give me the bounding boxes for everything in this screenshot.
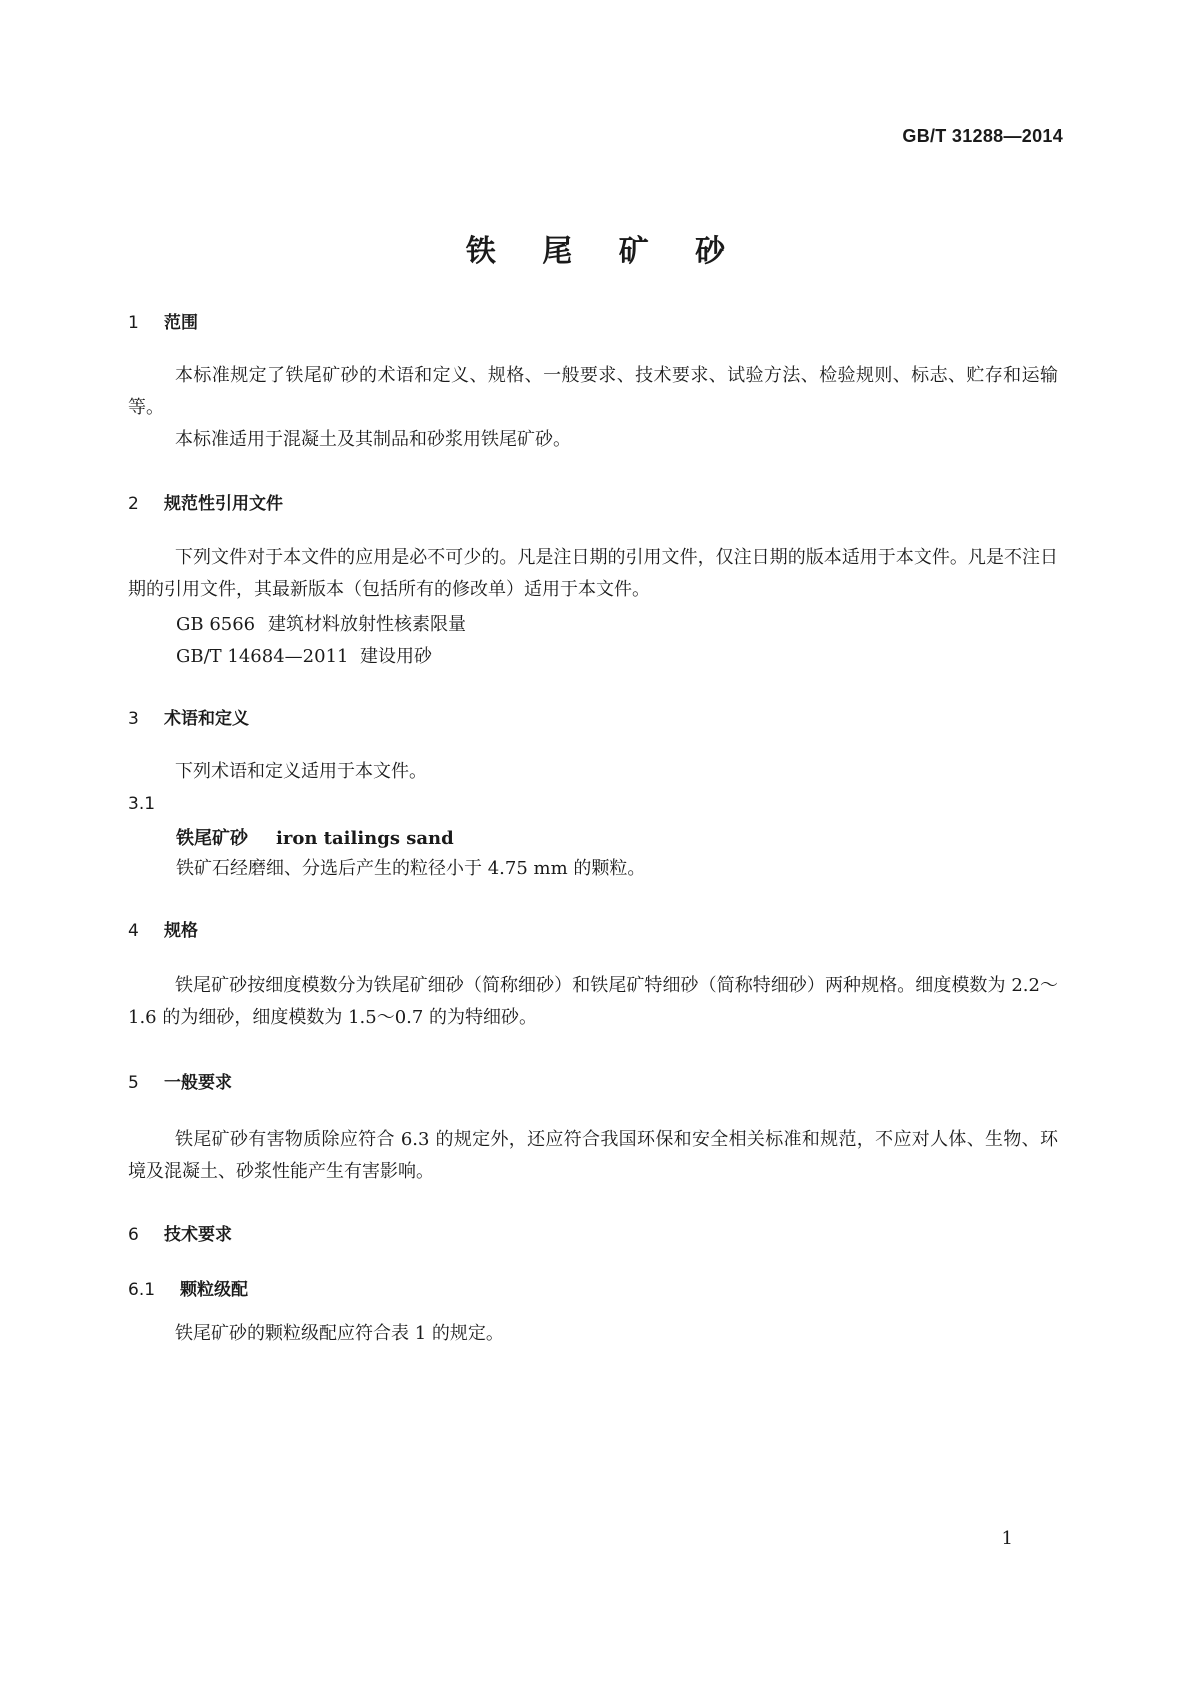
reference-item: [176, 610, 466, 636]
reference-item: [176, 642, 432, 668]
subsection-number: 6.1: [128, 1280, 156, 1300]
section-title: 规范性引用文件: [164, 494, 283, 514]
term-entry: [176, 824, 454, 850]
subsection-title: 颗粒级配: [180, 1280, 248, 1300]
section-heading-2: [128, 489, 283, 514]
document-title: 铁 尾 矿 砂: [465, 234, 744, 269]
reference-name: 建设用砂: [360, 646, 432, 667]
section-title: 一般要求: [164, 1073, 232, 1093]
section-title: 范围: [164, 313, 198, 333]
reference-name: 建筑材料放射性核素限量: [268, 614, 466, 635]
section-title: 规格: [164, 921, 198, 941]
paragraph: 铁尾矿砂按细度模数分为铁尾矿细砂（简称细砂）和铁尾矿特细砂（简称特细砂）两种规格。细度模数为 2.2～1.6 的为细砂，细度模数为 1.5～0.7 的为特细砂。: [128, 975, 1058, 1028]
paragraph: 铁尾矿砂的颗粒级配应符合表 1 的规定。: [175, 1323, 504, 1344]
section-heading-1: [128, 308, 198, 333]
standard-number: GB/T 31288—2014: [902, 126, 1063, 146]
section-heading-3: [128, 704, 249, 729]
section-number: 6: [128, 1225, 139, 1245]
section-heading-4: [128, 916, 198, 941]
section-number: 1: [128, 313, 139, 333]
section-number: 4: [128, 921, 139, 941]
paragraph: 下列术语和定义适用于本文件。: [175, 761, 427, 782]
section-heading-5: [128, 1068, 232, 1093]
reference-code: GB 6566: [176, 614, 256, 635]
subsection-heading-6-1: [128, 1275, 248, 1300]
section-title: 术语和定义: [164, 709, 249, 729]
page-number: 1: [1001, 1528, 1013, 1549]
section-number: 3: [128, 709, 139, 729]
paragraph: 本标准适用于混凝土及其制品和砂浆用铁尾矿砂。: [175, 429, 571, 450]
term-definition: 铁矿石经磨细、分选后产生的粒径小于 4.75 mm 的颗粒。: [176, 858, 646, 879]
section-title: 技术要求: [164, 1225, 232, 1245]
paragraph: 下列文件对于本文件的应用是必不可少的。凡是注日期的引用文件，仅注日期的版本适用于本文件。凡是不注日期的引用文件，其最新版本（包括所有的修改单）适用于本文件。: [128, 547, 1058, 600]
term-number: 3.1: [128, 794, 156, 814]
term-english: iron tailings sand: [276, 828, 454, 849]
section-heading-6: [128, 1220, 232, 1245]
paragraph: 本标准规定了铁尾矿砂的术语和定义、规格、一般要求、技术要求、试验方法、检验规则、标志、贮存和运输等。: [128, 365, 1058, 418]
section-number: 5: [128, 1073, 139, 1093]
reference-code: GB/T 14684—2011: [176, 646, 349, 667]
section-number: 2: [128, 494, 139, 514]
term-chinese: 铁尾矿砂: [176, 828, 248, 849]
paragraph: 铁尾矿砂有害物质除应符合 6.3 的规定外，还应符合我国环保和安全相关标准和规范，不应对人体、生物、环境及混凝土、砂浆性能产生有害影响。: [128, 1129, 1058, 1182]
